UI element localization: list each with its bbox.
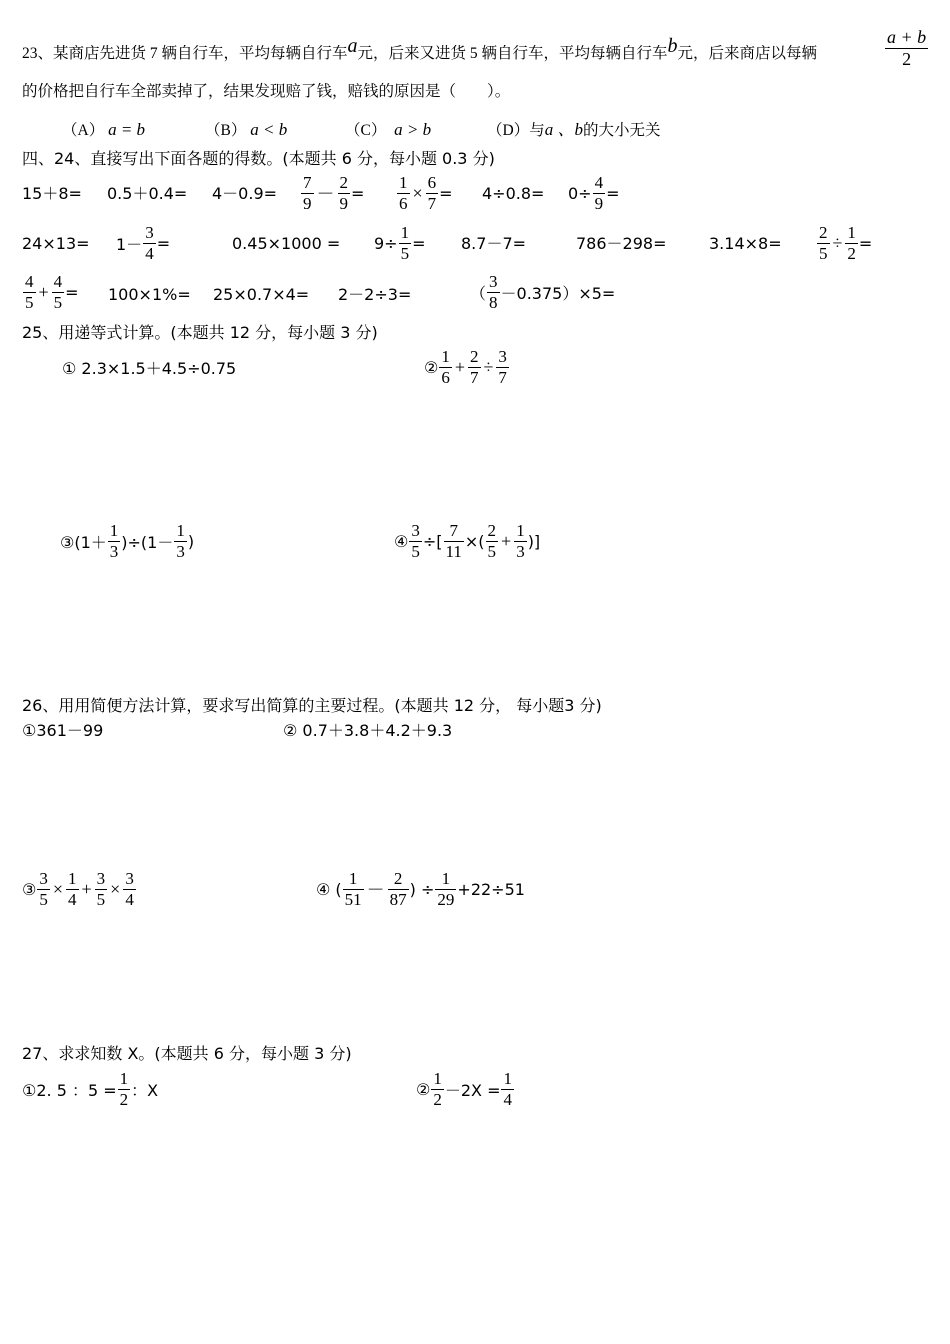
- fraction-numerator: 3: [498, 347, 507, 366]
- operator: ÷[: [422, 531, 443, 551]
- operator: ×: [110, 878, 121, 899]
- q23-option-a-expr: a = b: [108, 120, 146, 139]
- operator: +: [81, 878, 92, 899]
- equals: =: [439, 183, 453, 203]
- s24-r1-g: [568, 174, 620, 213]
- fraction-denominator: 3: [176, 541, 185, 561]
- fraction-numerator: 1: [343, 870, 364, 890]
- equals: =: [412, 233, 426, 253]
- problem-mark: ②: [416, 1079, 431, 1099]
- s24-r3-a: [22, 273, 79, 312]
- fraction-numerator: 2: [487, 521, 497, 540]
- fraction-denominator: 7: [470, 367, 479, 387]
- equals: =: [606, 183, 620, 203]
- fraction-denominator: 9: [339, 193, 348, 213]
- s24-r2-f: 786－298=: [576, 234, 667, 253]
- problem-mark: ③: [22, 879, 37, 899]
- s24-r2-e: 8.7－7=: [461, 234, 527, 253]
- q23-text-part3: 元，后来商店以每辆: [677, 45, 818, 62]
- fraction-numerator: 7: [303, 173, 312, 192]
- operator: ÷: [832, 232, 843, 253]
- fraction-numerator: 2: [470, 347, 479, 366]
- fraction-denominator: 5: [487, 541, 497, 561]
- operator: －2X =: [444, 1080, 501, 1100]
- fraction-numerator: 4: [25, 272, 34, 291]
- fraction-denominator: 2: [433, 1089, 442, 1109]
- operator: +: [501, 530, 512, 551]
- fraction-denominator: 5: [96, 889, 106, 909]
- s24-r1-c: 4－0.9=: [212, 184, 278, 203]
- fraction-denominator: 9: [303, 193, 312, 213]
- s24-r1-d: [300, 174, 364, 213]
- fraction-denominator: 6: [441, 367, 450, 387]
- q23-option-a: [62, 121, 145, 139]
- fraction-denominator: 5: [411, 541, 420, 561]
- fraction-denominator: 5: [39, 889, 48, 909]
- q23-option-b-label: （B）: [205, 122, 247, 139]
- q23-option-b: [205, 121, 287, 139]
- s24-r3-e: [470, 273, 615, 312]
- fraction-numerator: 1: [119, 1069, 129, 1088]
- fraction-denominator: 87: [389, 889, 407, 909]
- fraction-denominator: 4: [125, 889, 134, 909]
- s24-r2-g: 3.14×8=: [709, 234, 782, 253]
- fraction-numerator: 1: [516, 521, 525, 540]
- q23-fraction: [884, 28, 929, 69]
- problem-mark: ④: [394, 531, 409, 551]
- fraction-denominator: 11: [445, 541, 462, 561]
- q23-option-a-label: （A）: [62, 122, 105, 139]
- s24-r1-b: 0.5＋0.4=: [107, 184, 188, 203]
- fraction-numerator: 2: [388, 870, 409, 890]
- s27-heading: 27、求求知数 X。(本题共 6 分，每小题 3 分): [22, 1044, 352, 1063]
- equals: =: [156, 233, 171, 253]
- s25-problem-4: [394, 522, 540, 561]
- s25-problem-1: ① 2.3×1.5＋4.5÷0.75: [62, 359, 237, 378]
- fraction-numerator: 3: [489, 272, 498, 291]
- operator: ×(: [464, 531, 485, 551]
- fraction-numerator: 4: [594, 173, 604, 192]
- s27-problem-1: [22, 1070, 158, 1109]
- q23-option-d: [487, 121, 660, 139]
- s26-problem-2: ② 0.7＋3.8＋4.2＋9.3: [283, 721, 453, 740]
- fraction-numerator: 1: [68, 869, 77, 888]
- fraction-denominator: 29: [437, 889, 455, 909]
- fraction-denominator: 7: [427, 193, 437, 213]
- s24-r1-e: [396, 174, 453, 213]
- operator: +: [454, 356, 465, 377]
- fraction-denominator: 5: [25, 292, 34, 312]
- q23-text-part2: 元，后来又进货 5 辆自行车，平均每辆自行车: [357, 45, 668, 62]
- fraction-numerator: 7: [444, 522, 464, 542]
- s24-r2-d: [374, 224, 426, 263]
- q23-line1: [22, 35, 818, 62]
- q23-line2: 的价格把自行车全部卖掉了，结果发现赔了钱，赔钱的原因是（ ）。: [22, 83, 511, 100]
- fraction-numerator: 2: [339, 173, 348, 192]
- prefix: （: [470, 283, 487, 303]
- q23-text-part1: 23、某商店先进货 7 辆自行车，平均每辆自行车: [22, 45, 348, 62]
- equals: =: [858, 233, 873, 253]
- s24-heading: 四、24、直接写出下面各题的得数。(本题共 6 分，每小题 0.3 分): [22, 149, 495, 168]
- fraction-denominator: 3: [516, 541, 525, 561]
- s24-r3-d: 2－2÷3=: [338, 285, 412, 304]
- equals: =: [351, 183, 365, 203]
- fraction-denominator: 51: [344, 889, 362, 909]
- fraction-denominator: 6: [399, 193, 408, 213]
- problem-mark: ③(1＋: [60, 532, 107, 552]
- fraction-numerator: 1: [399, 173, 408, 192]
- suffix: +22÷51: [457, 879, 525, 899]
- operator: －: [366, 880, 385, 901]
- fraction-denominator: 2: [847, 243, 856, 263]
- fraction-numerator: 1: [176, 521, 185, 540]
- operator: －: [316, 184, 335, 205]
- operator: )÷(1－: [121, 532, 174, 552]
- s26-problem-3: [22, 870, 137, 909]
- fraction-numerator: 1: [435, 870, 456, 890]
- q23-option-c-expr: a > b: [394, 120, 432, 139]
- fraction-denominator: 7: [498, 367, 507, 387]
- q23-fraction-denominator: 2: [902, 48, 912, 69]
- fraction-numerator: 1: [400, 223, 410, 242]
- fraction-numerator: 1: [441, 347, 450, 366]
- s24-r2-a: 24×13=: [22, 234, 90, 253]
- fraction-numerator: 2: [819, 223, 828, 242]
- equals: =: [65, 282, 79, 302]
- s25-problem-3: [60, 522, 194, 561]
- fraction-denominator: 5: [53, 292, 63, 312]
- fraction-denominator: 3: [109, 541, 119, 561]
- s24-r3-c: 25×0.7×4=: [213, 285, 310, 304]
- operator: ×: [412, 182, 423, 203]
- fraction-numerator: 1: [503, 1069, 512, 1088]
- prefix: 0÷: [568, 183, 592, 203]
- suffix: ：X: [131, 1080, 159, 1100]
- s25-heading: 25、用递等式计算。(本题共 12 分，每小题 3 分): [22, 323, 378, 342]
- fraction-numerator: 1: [847, 223, 856, 242]
- prefix: 9÷: [374, 233, 398, 253]
- fraction-denominator: 9: [594, 193, 604, 213]
- suffix: －0.375）×5=: [500, 283, 616, 303]
- fraction-denominator: 5: [400, 243, 410, 263]
- fraction-numerator: 3: [39, 869, 48, 888]
- fraction-denominator: 5: [819, 243, 828, 263]
- q23-option-d-suffix: 的大小无关: [582, 122, 661, 139]
- fraction-numerator: 1: [109, 521, 119, 540]
- q23-option-b-expr: a < b: [250, 120, 288, 139]
- suffix: ): [187, 531, 195, 551]
- operator: ) ÷: [409, 879, 435, 899]
- q23-option-c-label: （C）: [345, 122, 379, 139]
- q23-var-a: a: [347, 35, 358, 57]
- s24-r2-b: [116, 224, 170, 263]
- fraction-denominator: 4: [503, 1089, 512, 1109]
- s26-problem-1: ①361－99: [22, 721, 104, 740]
- s26-problem-4: [316, 870, 525, 909]
- operator: ×: [52, 878, 63, 899]
- q23-option-c: [345, 121, 431, 139]
- prefix: 1－: [116, 234, 143, 254]
- s24-r1-a: 15＋8=: [22, 184, 82, 203]
- fraction-numerator: 4: [53, 272, 63, 291]
- fraction-numerator: 1: [433, 1069, 442, 1088]
- problem-mark: ④ (: [316, 879, 342, 899]
- fraction-numerator: 6: [427, 173, 437, 192]
- s27-problem-2: [416, 1070, 515, 1109]
- fraction-numerator: 3: [96, 869, 106, 888]
- q23-option-d-expr: a 、b: [544, 120, 583, 139]
- operator: +: [38, 281, 49, 302]
- q23-var-b: b: [667, 35, 678, 57]
- fraction-numerator: 3: [411, 521, 420, 540]
- s25-problem-2: [424, 348, 510, 387]
- fraction-numerator: 3: [145, 223, 154, 242]
- fraction-denominator: 4: [145, 243, 154, 263]
- fraction-numerator: 3: [125, 869, 134, 888]
- fraction-denominator: 2: [119, 1089, 129, 1109]
- prefix: ①2. 5 ：5 =: [22, 1080, 117, 1100]
- q23-fraction-numerator: a + b: [887, 27, 927, 47]
- s26-heading: 26、用用简便方法计算，要求写出简算的主要过程。(本题共 12 分， 每小题3 分): [22, 696, 602, 715]
- operator: ÷: [483, 356, 494, 377]
- s24-r3-b: 100×1%=: [108, 285, 191, 304]
- fraction-denominator: 4: [68, 889, 77, 909]
- suffix: )]: [527, 531, 541, 551]
- problem-mark: ②: [424, 357, 439, 377]
- s24-r2-h: [816, 224, 872, 263]
- s24-r2-c: 0.45×1000 =: [232, 234, 341, 253]
- fraction-denominator: 8: [489, 292, 498, 312]
- s24-r1-f: 4÷0.8=: [482, 184, 545, 203]
- q23-option-d-label: （D）与: [487, 122, 545, 139]
